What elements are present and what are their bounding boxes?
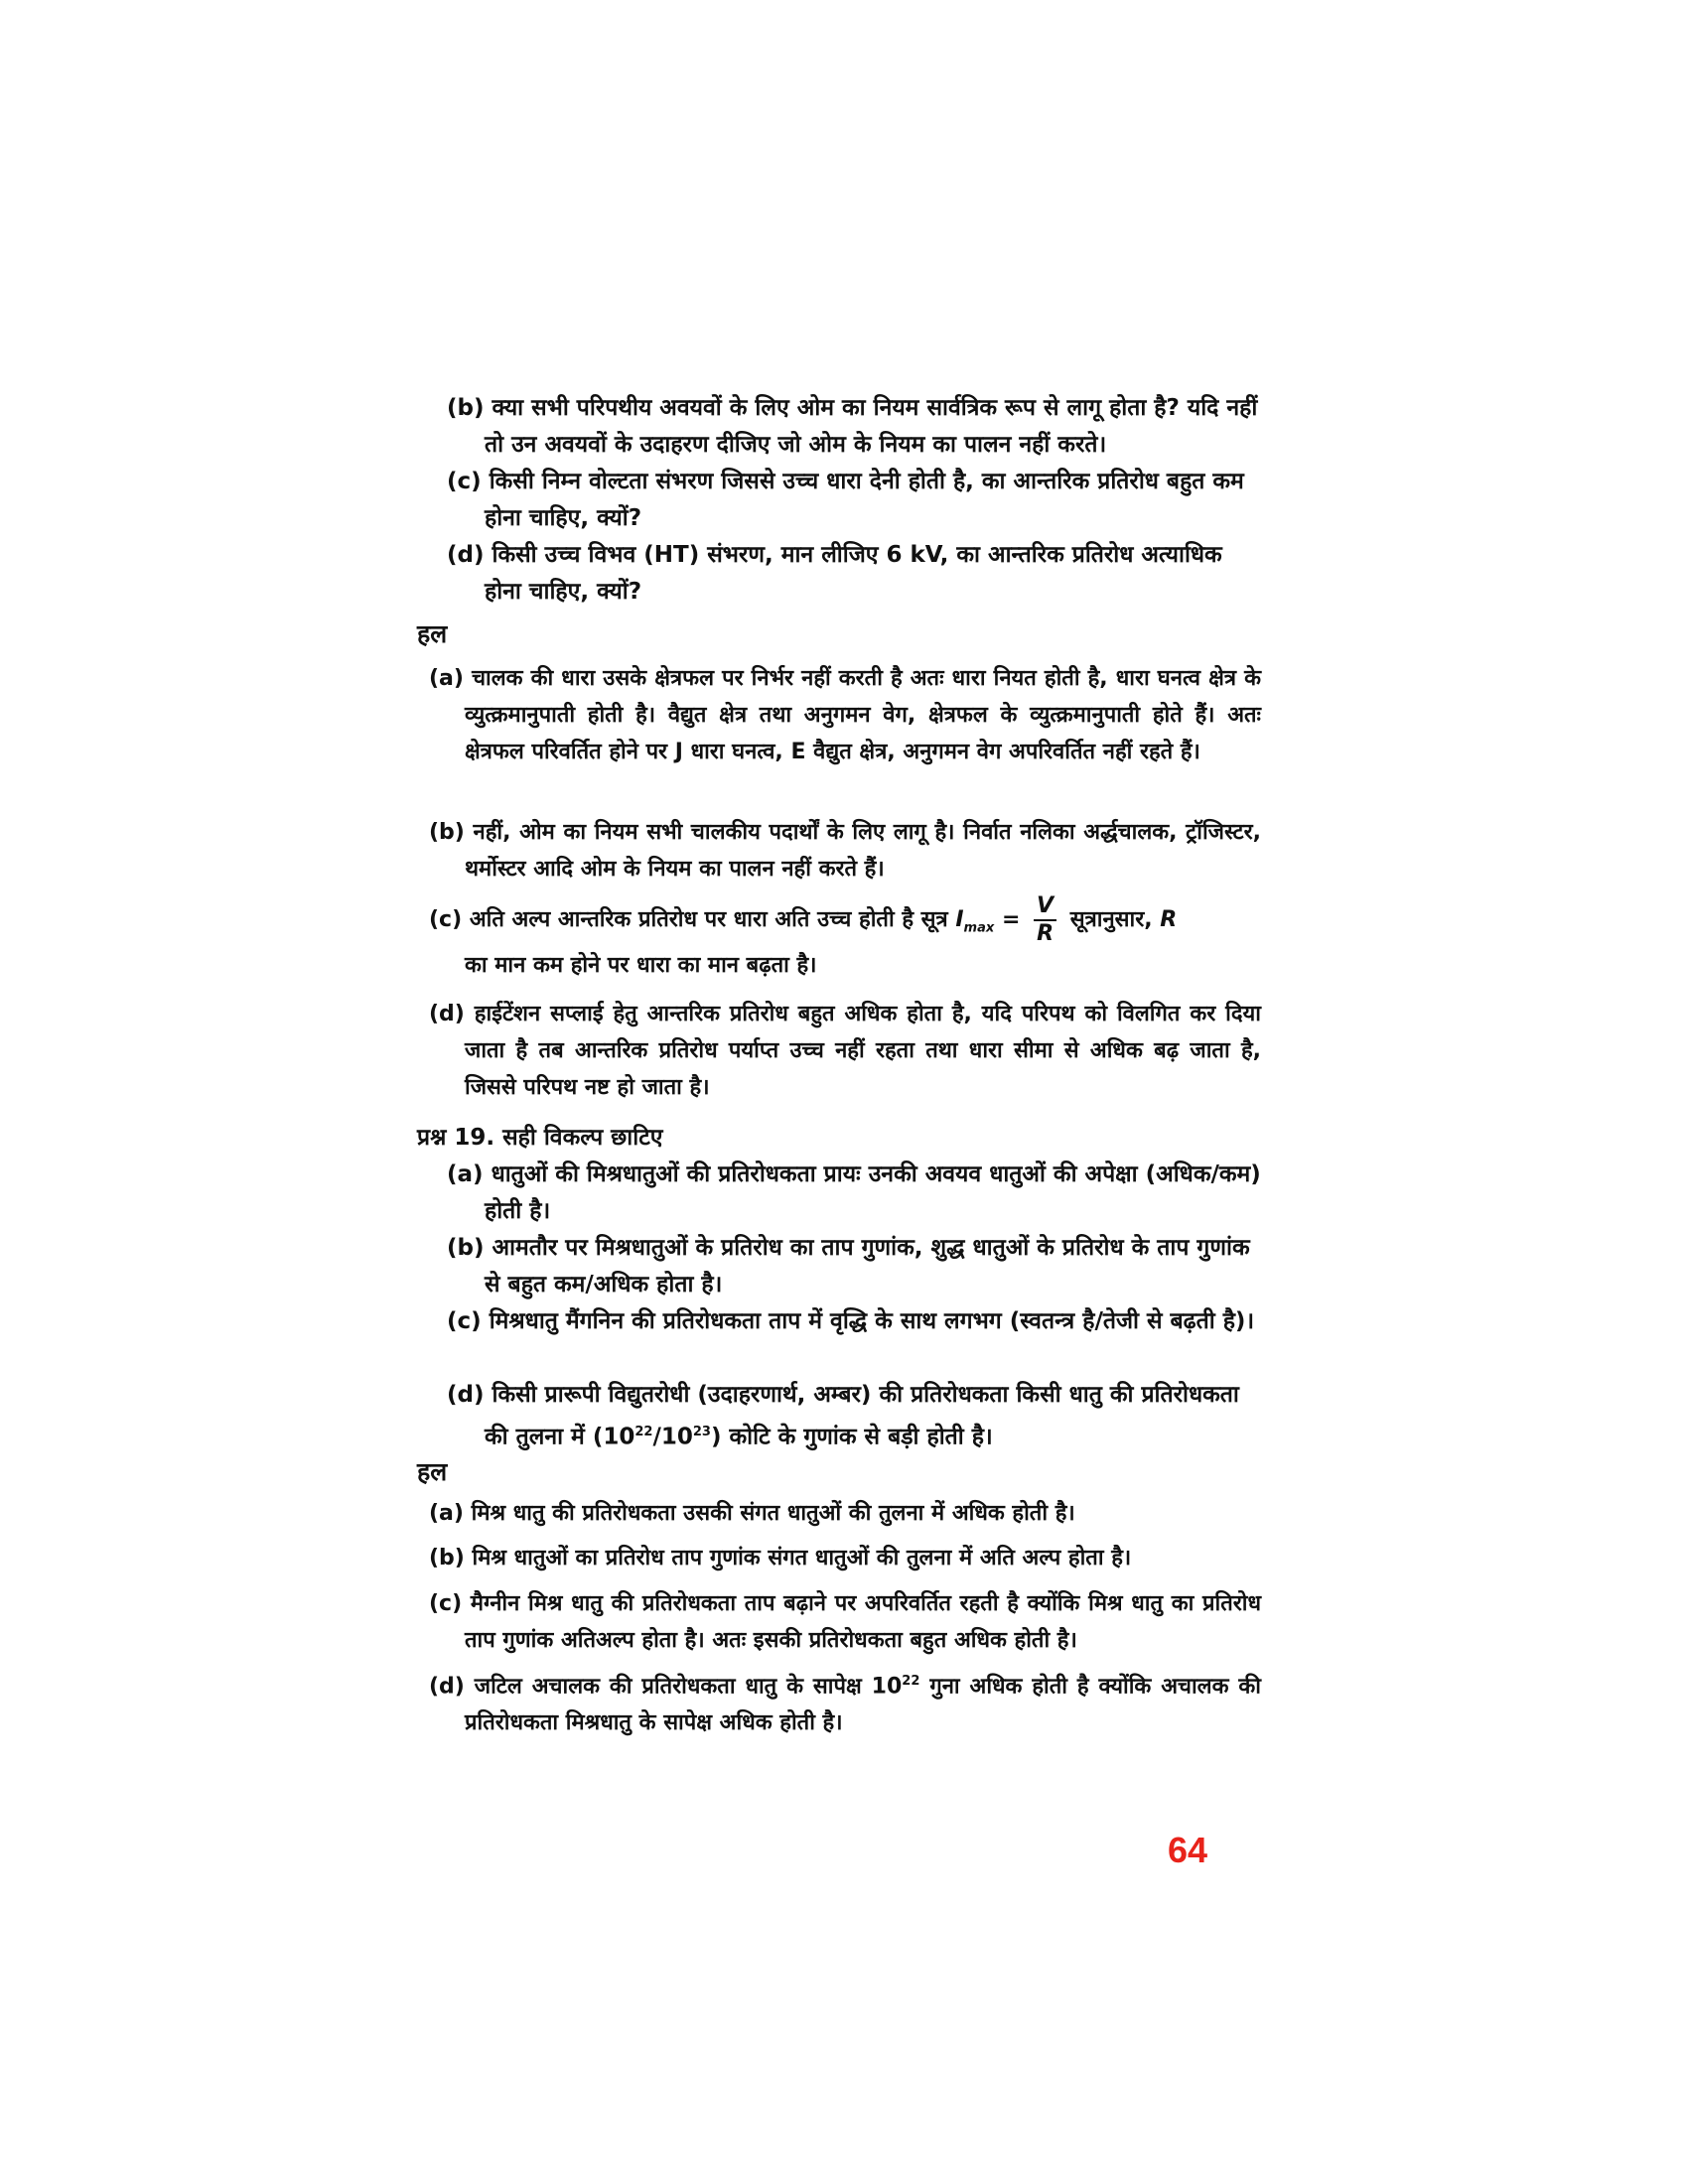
item-label: (a) (447, 1161, 484, 1187)
solution-item-d (429, 996, 1261, 1106)
part-label: (c) (447, 469, 482, 494)
part-label: (d) (447, 542, 485, 568)
item-label: (a) (429, 1501, 464, 1526)
item-label: (b) (429, 820, 465, 845)
variable-r: R (1160, 907, 1178, 932)
solution-item-a (429, 660, 1261, 770)
item-text: हाईटेंशन सप्लाई हेतु आन्तरिक प्रतिरोध बहुत अधिक होता है, यदि परिपथ को विलगित कर दिया जाता है तब आन्तरिक प्रतिरोध पर्याप्त उच्च नहीं रहता तथा धारा सीमा से अधिक बढ़ जाता है, जिससे परिपथ नष्ट हो जाता है। (465, 1002, 1261, 1100)
solution2-item-b (429, 1540, 1261, 1576)
exponent: 22 (634, 1425, 653, 1439)
item-label: (c) (447, 1308, 482, 1334)
item-text: आमतौर पर मिश्रधातुओं के प्रतिरोध का ताप गुणांक, शुद्ध धातुओं के प्रतिरोध के ताप गुणांक से बहुत कम/अधिक होता है। (485, 1235, 1250, 1297)
item-text-after: गुना अधिक होती है क्योंकि अचालक की प्रतिरोधकता मिश्रधातु के सापेक्ष अधिक होती है। (465, 1674, 1261, 1736)
page-number: 64 (1168, 1830, 1208, 1870)
fraction-numerator: V (1034, 893, 1056, 921)
item-label: (c) (429, 1591, 463, 1616)
question19-item-a (447, 1157, 1261, 1230)
item-text: मिश्र धातु की प्रतिरोधकता उसकी संगत धातुओं की तुलना में अधिक होती है। (471, 1501, 1075, 1526)
question-part-b (447, 390, 1261, 464)
part-label: (b) (447, 395, 485, 421)
item-label: (a) (429, 666, 464, 691)
part-text: किसी उच्च विभव (HT) संभरण, मान लीजिए 6 kV, का आन्तरिक प्रतिरोध अत्याधिक होना चाहिए, क्यों? (485, 542, 1222, 605)
item-label: (c) (429, 907, 463, 932)
solution2-item-a (429, 1495, 1261, 1532)
item-label: (b) (447, 1235, 485, 1261)
question19-item-c (447, 1303, 1261, 1340)
solution2-item-c (429, 1585, 1261, 1659)
item-text: मिश्र धातुओं का प्रतिरोध ताप गुणांक संगत धातुओं की तुलना में अति अल्प होता है। (472, 1546, 1132, 1570)
item-text: नहीं, ओम का नियम सभी चालकीय पदार्थों के लिए लागू है। निर्वात नलिका अर्द्धचालक, ट्रॉजिस्टर, थर्मोस्टर आदि ओम के नियम का पालन नहीं करते हैं। (465, 820, 1261, 882)
item-text-mid: /10 (652, 1424, 693, 1450)
question19-item-b (447, 1230, 1261, 1303)
formula-equals: = (1001, 907, 1021, 932)
item-text: चालक की धारा उसके क्षेत्रफल पर निर्भर नहीं करती है अतः धारा नियत होती है, धारा घनत्व क्षेत्र के व्युत्क्रमानुपाती होती है। वैद्युत क्षेत्र तथा अनुगमन वेग, क्षेत्रफल के व्युत्क्रमानुपाती होते हैं। अतः क्षेत्रफल परिवर्तित होने पर J धारा घनत्व, E वैद्युत क्षेत्र, अनुगमन वेग अपरिवर्तित नहीं रहते हैं। (465, 666, 1261, 764)
item-label: (d) (429, 1002, 465, 1026)
item-label: (d) (447, 1382, 485, 1408)
item-text: जटिल अचालक की प्रतिरोधकता धातु के सापेक्ष 10 (474, 1674, 903, 1700)
formula-current: $I_{max}$ (955, 907, 995, 936)
exponent: 22 (902, 1674, 920, 1689)
formula-fraction (1034, 893, 1056, 947)
item-text: किसी प्रारूपी विद्युतरोधी (उदाहरणार्थ, अम्बर) की प्रतिरोधकता किसी धातु की प्रतिरोधकता की तुलना में (10 (485, 1382, 1239, 1450)
solution2-item-d (429, 1663, 1261, 1741)
solution-item-c (429, 893, 1261, 984)
part-text: किसी निम्न वोल्टता संभरण जिससे उच्च धारा देनी होती है, का आन्तरिक प्रतिरोध बहुत कम होना चाहिए, क्यों? (485, 469, 1244, 531)
item-text: धातुओं की मिश्रधातुओं की प्रतिरोधकता प्रायः उनकी अवयव धातुओं की अपेक्षा (अधिक/कम) होती है। (485, 1161, 1261, 1224)
item-text-after: ) कोटि के गुणांक से बड़ी होती है। (710, 1424, 993, 1450)
question-part-d (447, 537, 1261, 611)
question-19-title: प्रश्न 19. सही विकल्प छाटिए (417, 1125, 663, 1151)
item-label: (b) (429, 1546, 465, 1570)
fraction-denominator: R (1037, 921, 1055, 946)
item-text-after: सूत्रानुसार, (1069, 907, 1153, 932)
solution-item-b (429, 814, 1261, 887)
part-text: क्या सभी परिपथीय अवयवों के लिए ओम का नियम सार्वत्रिक रूप से लागू होता है? यदि नहीं तो उन अवयवों के उदाहरण दीजिए जो ओम के नियम का पालन नहीं करते। (485, 395, 1258, 458)
item-text: अति अल्प आन्तरिक प्रतिरोध पर धारा अति उच्च होती है सूत्र (469, 907, 948, 932)
item-text: मैग्नीन मिश्र धातु की प्रतिरोधकता ताप बढ़ाने पर अपरिवर्तित रहती है क्योंकि मिश्र धातु का प्रतिरोध ताप गुणांक अतिअल्प होता है। अतः इसकी प्रतिरोधकता बहुत अधिक होती है। (465, 1591, 1261, 1653)
question19-item-d (447, 1377, 1261, 1456)
solution-heading: हल (417, 1457, 448, 1486)
item-text-cont: का मान कम होने पर धारा का मान बढ़ता है। (465, 953, 817, 978)
item-text: मिश्रधातु मैंगनिन की प्रतिरोधकता ताप में वृद्धि के साथ लगभग (स्वतन्त्र है/तेजी से बढ़ती है)। (489, 1308, 1255, 1334)
solution-heading: हल (417, 619, 448, 648)
item-label: (d) (429, 1674, 465, 1700)
question-part-c (447, 464, 1261, 537)
exponent: 23 (692, 1425, 711, 1439)
